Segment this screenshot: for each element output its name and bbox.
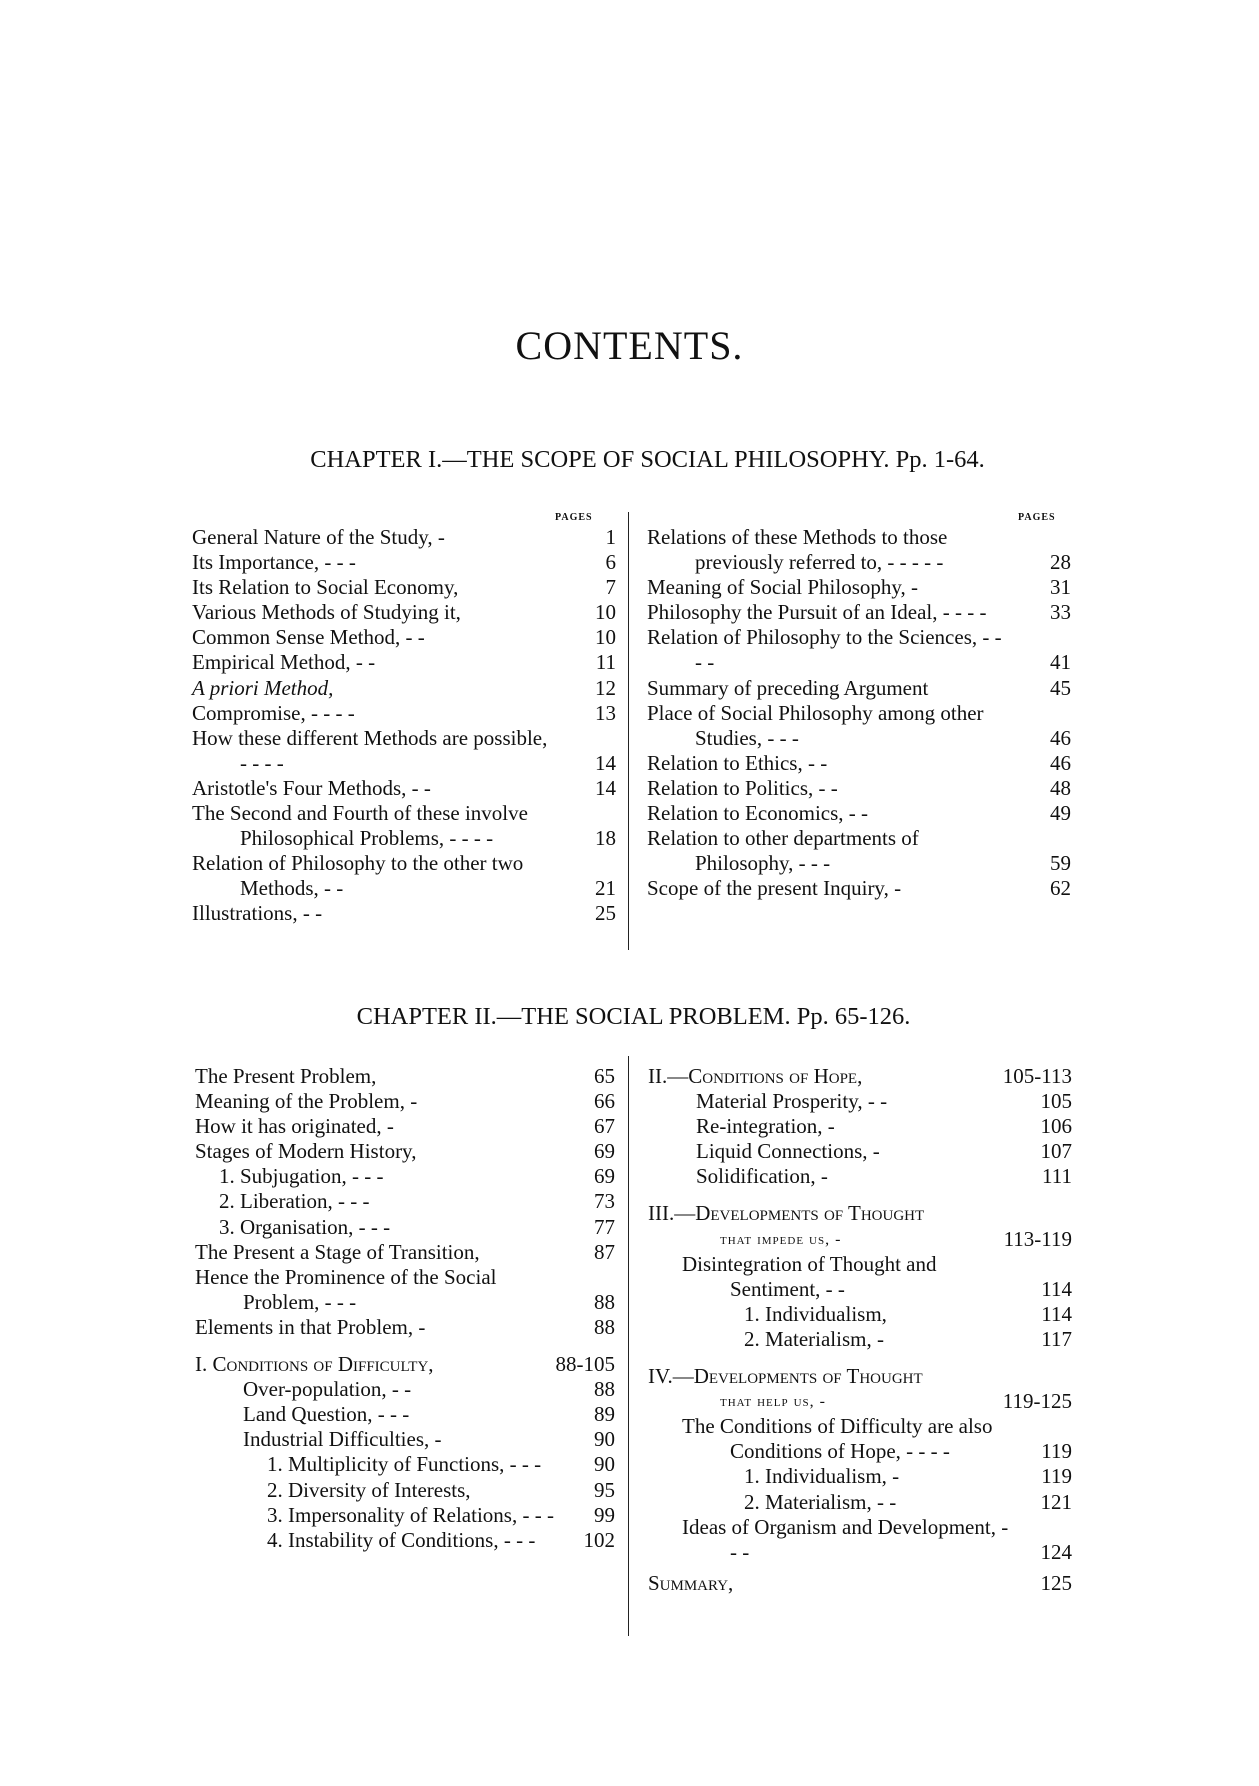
toc-entry: Relation of Philosophy to the other two Methods, - - 21 (192, 851, 616, 901)
toc-entry: 2. Materialism, - 117 (744, 1326, 1072, 1351)
toc-entry: Land Question, - - - 89 (243, 1402, 615, 1427)
toc-entry: Philosophy the Pursuit of an Ideal, - - - - 33 (647, 600, 1071, 625)
chapter-1-left-column (192, 525, 616, 927)
toc-entry: Empirical Method, - - 11 (192, 650, 616, 675)
toc-entry: Ideas of Organism and Development, - - - 124 (682, 1514, 1072, 1564)
chapter-2-heading: CHAPTER II.—THE SOCIAL PROBLEM. Pp. 65-126. (356, 1003, 911, 1030)
toc-entry: General Nature of the Study, - 1 (192, 525, 616, 549)
toc-entry: Aristotle's Four Methods, - - 14 (192, 775, 616, 800)
toc-section-heading: Summary, 125 (648, 1570, 1072, 1595)
toc-entry: Various Methods of Studying it, 10 (192, 600, 616, 625)
toc-entry: Industrial Difficulties, - 90 (243, 1427, 615, 1452)
toc-entry: Meaning of the Problem, - 66 (195, 1089, 615, 1114)
toc-entry: The Second and Fourth of these involve Philosophical Problems, - - - - 18 (192, 801, 616, 851)
toc-entry: 3. Impersonality of Relations, - - - 99 (267, 1502, 615, 1527)
toc-entry: 3. Organisation, - - - 77 (219, 1214, 615, 1239)
toc-entry: Meaning of Social Philosophy, - 31 (647, 575, 1071, 600)
toc-entry: Its Relation to Social Economy, 7 (192, 575, 616, 600)
pages-label-left: PAGES (555, 512, 593, 523)
toc-section-heading: II.—Conditions of Hope, 105-113 (648, 1064, 1072, 1088)
toc-section-heading: IV.—Developments of Thought (648, 1364, 923, 1389)
toc-entry: Stages of Modern History, 69 (195, 1139, 615, 1164)
toc-entry: 1. Multiplicity of Functions, - - - 90 (267, 1452, 615, 1477)
toc-entry: 1. Individualism, 114 (744, 1301, 1072, 1326)
toc-entry: Relations of these Methods to those previously referred to, - - - - - 28 (647, 525, 1071, 575)
toc-section-heading: III.—Developments of Thought (648, 1201, 925, 1226)
toc-entry: How these different Methods are possible, - - - - 14 (192, 725, 616, 775)
toc-entry: Relation of Philosophy to the Sciences, - - - - 41 (647, 625, 1071, 675)
toc-entry: Compromise, - - - - 13 (192, 700, 616, 725)
toc-entry: Hence the Prominence of the Social Problem, - - - 88 (195, 1264, 615, 1314)
toc-entry: Illustrations, - - 25 (192, 901, 616, 926)
column-divider (628, 1056, 629, 1636)
toc-entry: Common Sense Method, - - 10 (192, 625, 616, 650)
chapter-1-right-column (647, 525, 1071, 901)
toc-entry: Material Prosperity, - - 105 (696, 1089, 1072, 1114)
toc-entry: The Present a Stage of Transition, 87 (195, 1239, 615, 1264)
pages-label-right: PAGES (1018, 512, 1056, 523)
toc-entry: The Conditions of Difficulty are also Conditions of Hope, - - - - 119 (682, 1414, 1072, 1464)
chapter-2-right-column (648, 1064, 1072, 1596)
toc-entry: 1. Individualism, - 119 (744, 1464, 1072, 1489)
toc-entry: that help us, - 119-125 (720, 1389, 1072, 1414)
toc-entry: Summary of preceding Argument 45 (647, 675, 1071, 700)
toc-entry: The Present Problem, 65 (195, 1064, 615, 1088)
toc-entry: Disintegration of Thought and Sentiment, - - 114 (682, 1251, 1072, 1301)
toc-entry: Relation to Ethics, - - 46 (647, 750, 1071, 775)
toc-entry: Scope of the present Inquiry, - 62 (647, 876, 1071, 901)
toc-entry: Relation to other departments of Philosophy, - - - 59 (647, 826, 1071, 876)
toc-entry: 1. Subjugation, - - - 69 (219, 1164, 615, 1189)
column-divider (628, 512, 629, 950)
toc-entry: A priori Method, 12 (192, 675, 616, 700)
toc-entry: Over-population, - - 88 (243, 1377, 615, 1402)
toc-entry: that impede us, - 113-119 (720, 1226, 1072, 1251)
toc-entry: Re-integration, - 106 (696, 1114, 1072, 1139)
toc-entry: 2. Materialism, - - 121 (744, 1489, 1072, 1514)
chapter-1-heading: CHAPTER I.—THE SCOPE OF SOCIAL PHILOSOPHY. Pp. 1-64. (310, 446, 985, 473)
toc-entry: Solidification, - 111 (696, 1164, 1072, 1189)
toc-entry: Relation to Economics, - - 49 (647, 801, 1071, 826)
toc-entry: 4. Instability of Conditions, - - - 102 (267, 1527, 615, 1552)
toc-entry: 2. Liberation, - - - 73 (219, 1189, 615, 1214)
toc-entry: Its Importance, - - - 6 (192, 550, 616, 575)
toc-section-heading: I. Conditions of Difficulty, 88-105 (195, 1352, 615, 1377)
toc-entry: Liquid Connections, - 107 (696, 1139, 1072, 1164)
toc-entry: 2. Diversity of Interests, 95 (267, 1477, 615, 1502)
toc-entry: Elements in that Problem, - 88 (195, 1314, 615, 1339)
toc-entry: Place of Social Philosophy among other Studies, - - - 46 (647, 700, 1071, 750)
toc-entry: How it has originated, - 67 (195, 1114, 615, 1139)
chapter-2-left-column (195, 1064, 615, 1553)
toc-entry: Relation to Politics, - - 48 (647, 775, 1071, 800)
page-title: CONTENTS. (515, 323, 744, 368)
